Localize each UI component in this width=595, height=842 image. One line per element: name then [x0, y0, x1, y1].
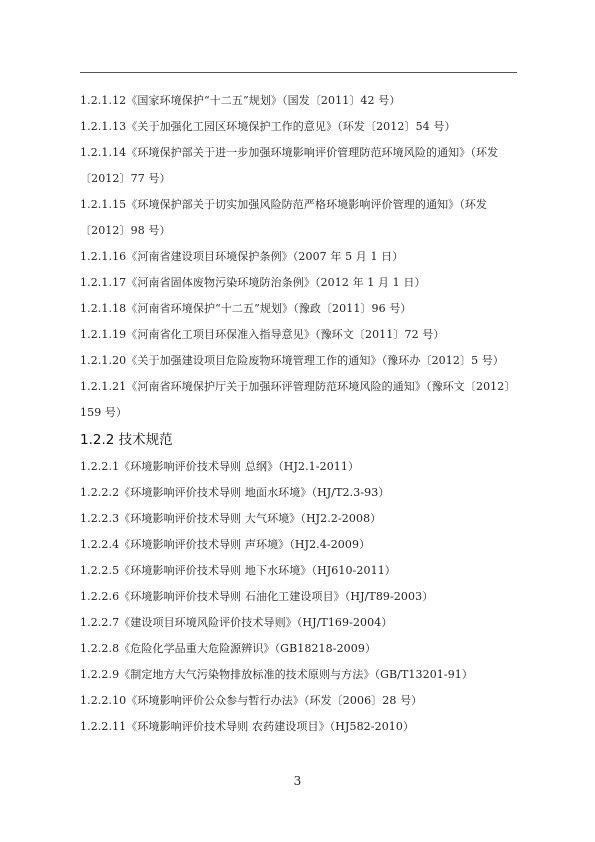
standard-item: 1.2.2.7《建设项目环境风险评价技术导则》（HJ/T169-2004）: [80, 616, 393, 629]
regulation-item: 1.2.1.16《河南省建设项目环境保护条例》（2007 年 5 月 1 日）: [80, 250, 404, 263]
standard-item: 1.2.2.1《环境影响评价技术导则 总纲》（HJ2.1-2011）: [80, 460, 360, 473]
standard-item: 1.2.2.11《环境影响评价技术导则 农药建设项目》（HJ582-2010）: [80, 720, 415, 733]
regulation-item: 1.2.1.17《河南省固体废物污染环境防治条例》（2012 年 1 月 1 日）: [80, 276, 426, 289]
standard-item: 1.2.2.6《环境影响评价技术导则 石油化工建设项目》（HJ/T89-2003）: [80, 590, 434, 603]
standard-item: 1.2.2.8《危险化学品重大危险源辨识》（GB18218-2009）: [80, 642, 377, 655]
regulation-item: 1.2.1.21《河南省环境保护厅关于加强环评管理防范环境风险的通知》（豫环文〔2012〕159 号）: [80, 380, 516, 419]
header-rule: [80, 72, 517, 73]
standard-item: 1.2.2.4《环境影响评价技术导则 声环境》（HJ2.4-2009）: [80, 538, 371, 551]
regulation-item: 1.2.1.18《河南省环境保护“十二五”规划》（豫政〔2011〕96 号）: [80, 302, 412, 315]
page-body: [80, 88, 520, 740]
standard-item: 1.2.2.5《环境影响评价技术导则 地下水环境》（HJ610-2011）: [80, 564, 396, 577]
standard-item: 1.2.2.3《环境影响评价技术导则 大气环境》（HJ2.2-2008）: [80, 512, 382, 525]
page-number: 3: [293, 774, 302, 788]
standard-item: 1.2.2.9《制定地方大气污染物排放标准的技术原则与方法》（GB/T13201-91）: [80, 668, 474, 681]
regulation-item: 1.2.1.19《河南省化工项目环保准入指导意见》（豫环文〔2011〕72 号）: [80, 328, 445, 341]
regulation-item: 1.2.1.12《国家环境保护“十二五”规划》（国发〔2011〕42 号）: [80, 94, 401, 107]
standard-item: 1.2.2.2《环境影响评价技术导则 地面水环境》（HJ/T2.3-93）: [80, 486, 390, 499]
regulation-item: 1.2.1.15《环境保护部关于切实加强风险防范严格环境影响评价管理的通知》（环发〔2012〕98 号）: [80, 198, 488, 237]
standard-item: 1.2.2.10《环境影响评价公众参与暂行办法》（环发〔2006〕28 号）: [80, 694, 423, 707]
regulation-item: 1.2.1.13《关于加强化工园区环境保护工作的意见》（环发〔2012〕54 号）: [80, 120, 456, 133]
section-heading: 1.2.2 技术规范: [80, 432, 173, 448]
regulation-item: 1.2.1.14《环境保护部关于进一步加强环境影响评价管理防范环境风险的通知》（环发〔2012〕77 号）: [80, 146, 499, 185]
regulation-item: 1.2.1.20《关于加强建设项目危险废物环境管理工作的通知》（豫环办〔2012〕5 号）: [80, 354, 504, 367]
